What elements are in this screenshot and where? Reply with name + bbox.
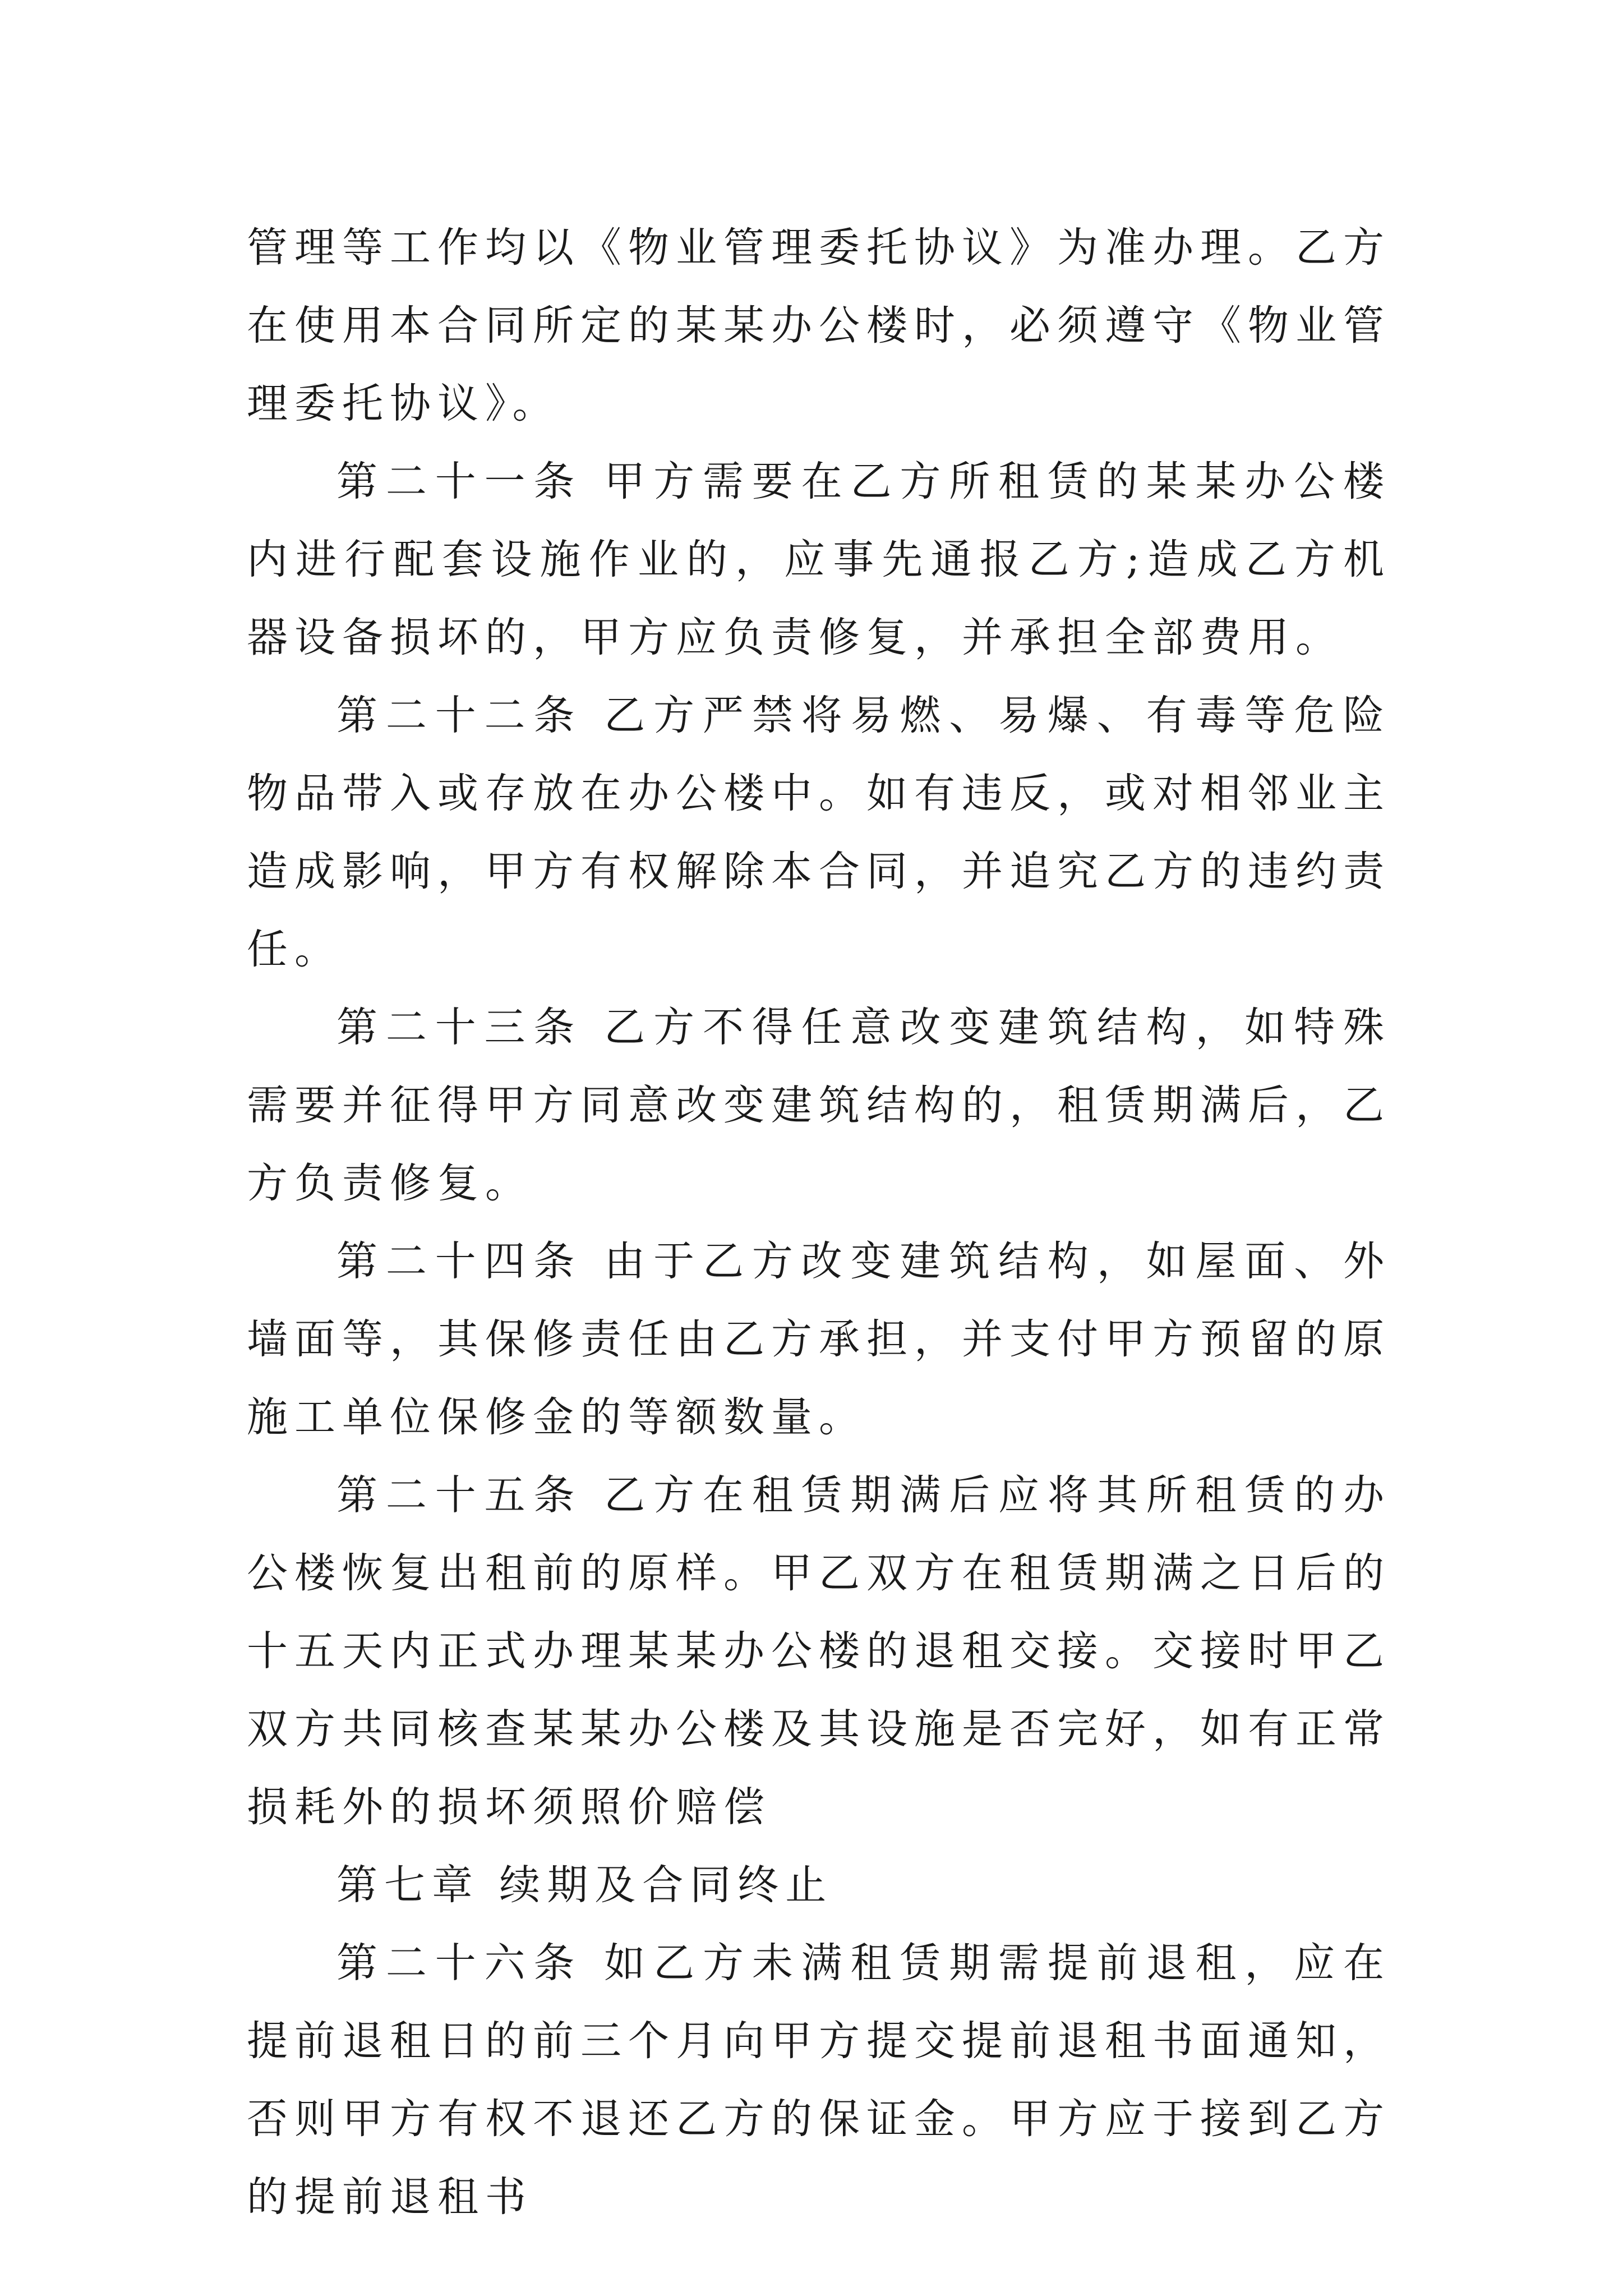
paragraph-article-21: 第二十一条 甲方需要在乙方所租赁的某某办公楼内进行配套设施作业的，应事先通报乙方;造成乙方机器设备损坏的，甲方应负责修复，并承担全部费用。: [247, 458, 1391, 661]
chapter-heading: 第七章 续期及合同终止: [336, 1861, 833, 1909]
paragraph-article-22: 第二十二条 乙方严禁将易燃、易爆、有毒等危险物品带入或存放在办公楼中。如有违反，或对相邻业主造成影响，甲方有权解除本合同，并追究乙方的违约责任。: [247, 692, 1391, 973]
paragraph-article-24: 第二十四条 由于乙方改变建筑结构，如屋面、外墙面等，其保修责任由乙方承担，并支付甲方预留的原施工单位保修金的等额数量。: [247, 1237, 1391, 1441]
document-body: [247, 209, 1391, 2236]
paragraph-article-26: 第二十六条 如乙方未满租赁期需提前退租，应在提前退租日的前三个月向甲方提交提前退租书面通知，否则甲方有权不退还乙方的保证金。甲方应于接到乙方的提前退租书: [247, 1939, 1391, 2221]
paragraph-article-23: 第二十三条 乙方不得任意改变建筑结构，如特殊需要并征得甲方同意改变建筑结构的，租赁期满后，乙方负责修复。: [247, 1004, 1391, 1207]
paragraph-continuation: 管理等工作均以《物业管理委托协议》为准办理。乙方在使用本合同所定的某某办公楼时，必须遵守《物业管理委托协议》。: [247, 224, 1391, 427]
paragraph-article-25: 第二十五条 乙方在租赁期满后应将其所租赁的办公楼恢复出租前的原样。甲乙双方在租赁期满之日后的十五天内正式办理某某办公楼的退租交接。交接时甲乙双方共同核查某某办公楼及其设施是否完好，如有正常损耗外的损坏须照价赔偿: [247, 1471, 1391, 1831]
